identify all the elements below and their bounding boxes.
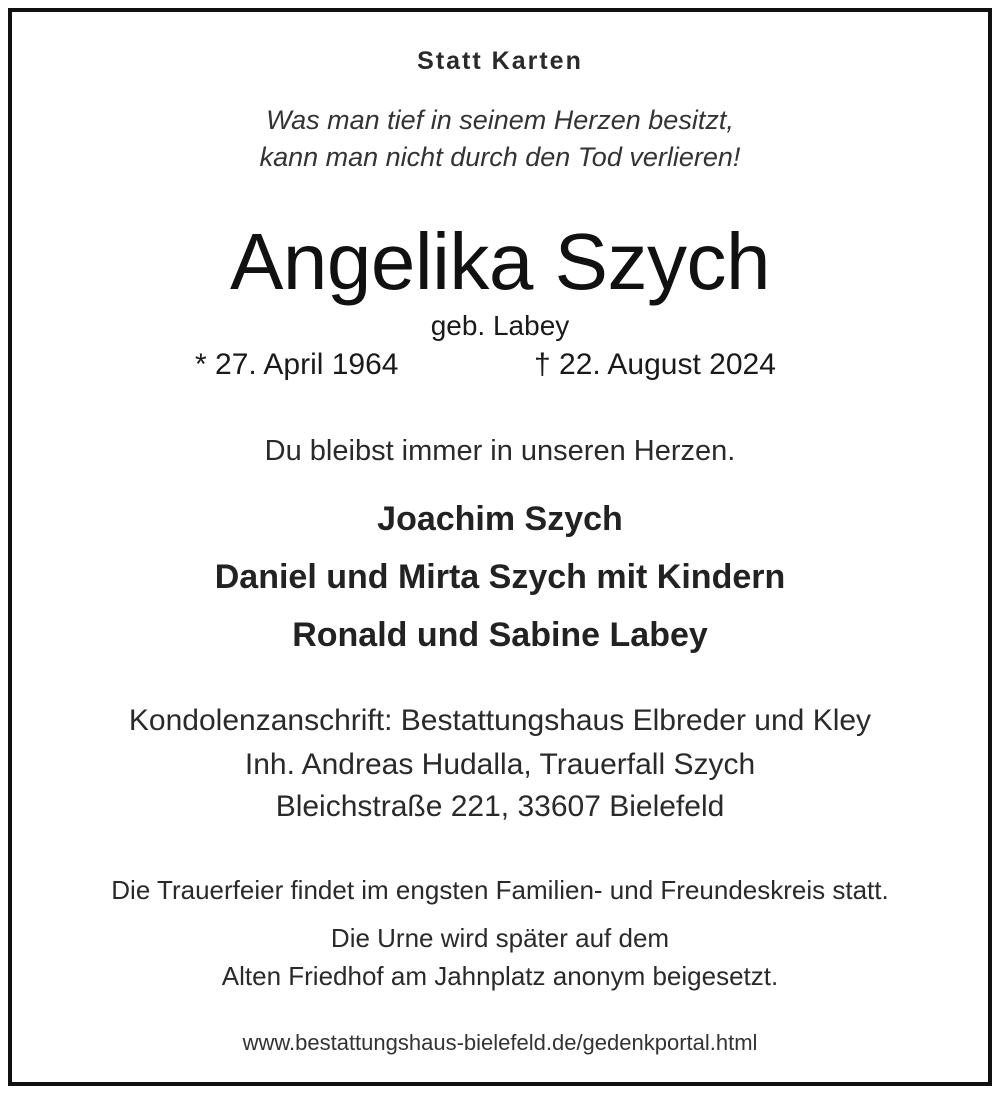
mourner-2: Daniel und Mirta Szych mit Kindern <box>214 558 786 596</box>
ceremony-info-line-2: Die Urne wird später auf dem <box>330 923 670 953</box>
memorial-portal-url: www.bestattungshaus-bielefeld.de/gedenkportal.html <box>242 1030 758 1055</box>
condolence-address-line-3: Bleichstraße 221, 33607 Bielefeld <box>275 790 725 823</box>
deceased-name: Angelika Szych <box>230 217 770 306</box>
mourner-3: Ronald und Sabine Labey <box>292 616 708 654</box>
life-dates <box>12 350 988 390</box>
ceremony-info-line-1: Die Trauerfeier findet im engsten Familien- und Freundeskreis statt. <box>111 875 889 905</box>
mourner-1: Joachim Szych <box>377 500 623 538</box>
statt-karten-heading: Statt Karten <box>417 47 583 75</box>
quote-line-1: Was man tief in seinem Herzen besitzt, <box>266 105 734 135</box>
quote-line-2: kann man nicht durch den Tod verlieren! <box>259 142 741 172</box>
birth-date: * 27. April 1964 <box>195 348 399 381</box>
condolence-address-line-1: Kondolenzanschrift: Bestattungshaus Elbreder und Kley <box>128 704 872 737</box>
birth-name: geb. Labey <box>430 310 570 341</box>
death-date: † 22. August 2024 <box>534 348 776 381</box>
obituary-notice <box>8 8 992 1086</box>
motto: Du bleibst immer in unseren Herzen. <box>264 435 736 467</box>
condolence-address-line-2: Inh. Andreas Hudalla, Trauerfall Szych <box>244 748 756 781</box>
ceremony-info-line-3: Alten Friedhof am Jahnplatz anonym beigesetzt. <box>221 961 779 991</box>
